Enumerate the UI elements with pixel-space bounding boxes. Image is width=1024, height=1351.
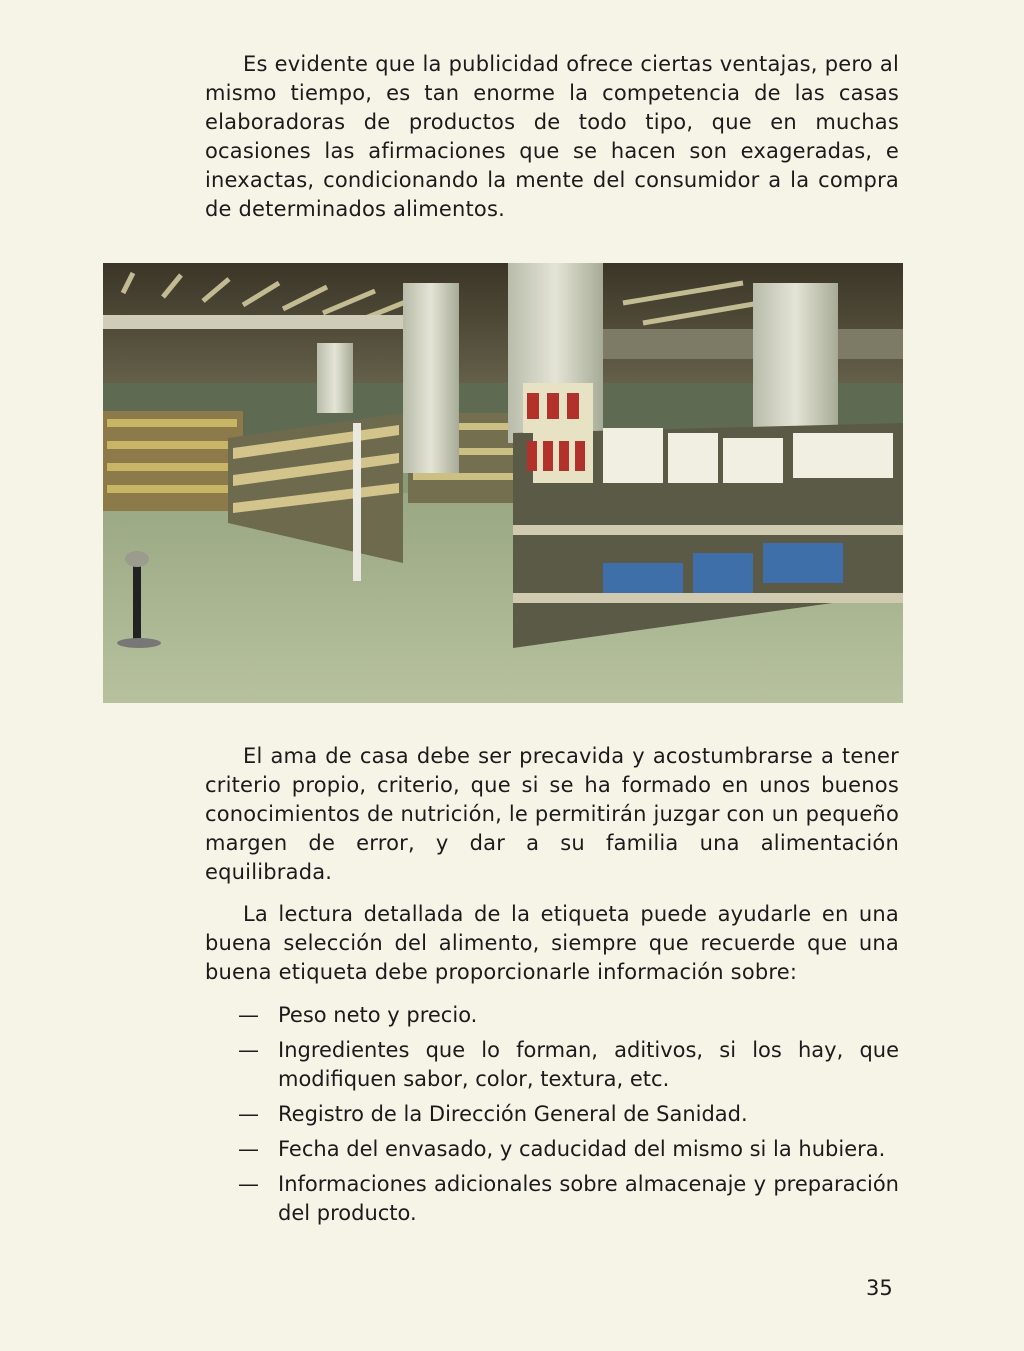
- list-item: [238, 1170, 899, 1228]
- list-item: [238, 1100, 899, 1129]
- dash-marker: —: [238, 1137, 259, 1161]
- list-item-text: Fecha del envasado, y caducidad del mismo si la hubiera.: [278, 1137, 886, 1161]
- dash-marker: —: [238, 1038, 259, 1062]
- label-paragraph: La lectura detallada de la etiqueta puede ayudarle en una buena selección del alimento, siempre que recuerde que una buena etiqueta debe proporcionarle información sobre:: [205, 902, 899, 984]
- list-item: [238, 1001, 899, 1030]
- list-item-text: Peso neto y precio.: [278, 1003, 478, 1027]
- list-item-text: Ingredientes que lo forman, aditivos, si los hay, que modifiquen sabor, color, textura, etc.: [278, 1038, 899, 1091]
- dash-marker: —: [238, 1102, 259, 1126]
- list-item-text: Registro de la Dirección General de Sanidad.: [278, 1102, 748, 1126]
- intro-paragraph: Es evidente que la publicidad ofrece ciertas ventajas, pero al mismo tiempo, es tan enorme la competencia de las casas elaboradoras de productos de todo tipo, que en muchas ocasiones las afirmaciones que se hacen son exageradas, e inexactas, condicionando la mente del consumidor a la compra de determinados alimentos.: [205, 52, 899, 221]
- dash-marker: —: [238, 1003, 259, 1027]
- housewife-paragraph: El ama de casa debe ser precavida y acostumbrarse a tener criterio propio, criterio, que si se ha formado en unos buenos conocimientos de nutrición, le permitirán juzgar con un pequeño margen de error, y dar a su familia una alimentación equilibrada.: [205, 744, 899, 884]
- dash-marker: —: [238, 1172, 259, 1196]
- list-item: [238, 1135, 899, 1164]
- label-info-list: [238, 1001, 899, 1234]
- supermarket-photo: [103, 263, 903, 703]
- list-item-text: Informaciones adicionales sobre almacenaje y preparación del producto.: [278, 1172, 899, 1225]
- list-item: [238, 1036, 899, 1094]
- page-number: 35: [866, 1276, 893, 1300]
